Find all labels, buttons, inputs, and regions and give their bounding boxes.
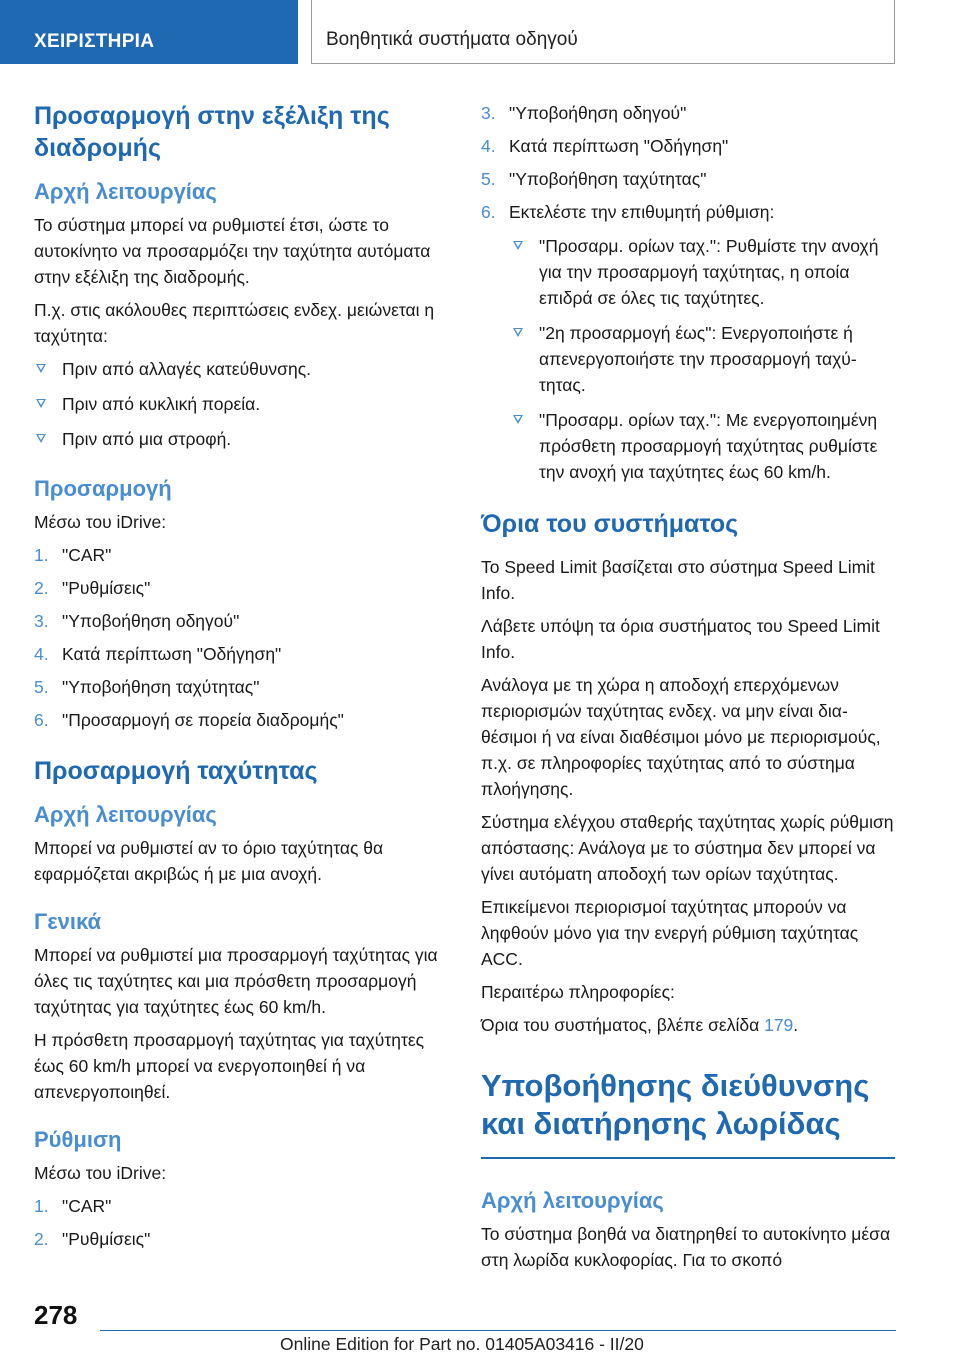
left-column [34,100,448,1260]
paragraph: Μπορεί να ρυθμιστεί μια προσαρμογή ταχύτητας για όλες τις ταχύτητες και μια πρόσθετη προσαρμογή ταχύτητας για ταχύτητες έως 60 km/h. [34,945,438,1017]
list-item: 6. "Προσαρμογή σε πορεία διαδρομής" [34,710,344,730]
list-item: 5. "Υποβοήθηση ταχύτητας" [34,677,260,697]
heading-rule [481,1157,895,1159]
page-number: 278 [34,1300,78,1330]
heading-system-limits: Όρια του συστήματος [481,510,739,538]
section-tab [0,0,298,64]
list-item: 3. "Υποβοήθηση οδηγού" [481,103,687,123]
paragraph: Λάβετε υπόψη τα όρια συστήματος του Speed Limit Info. [481,616,880,662]
heading-route-adaptation: Προσαρμογή στην εξέλιξη της διαδρομής [34,102,390,162]
paragraph: Π.χ. στις ακόλουθες περιπτώσεις ενδεχ. μειώνεται η ταχύτητα: [34,300,435,346]
list-item: "2η προσαρμογή έως": Ενεργοποιήστε ή απενεργοποιήστε την προσαρμογή ταχύτητας. [481,320,895,398]
list-item: 4. Κατά περίπτωση "Οδήγηση" [34,644,282,664]
list-item: 2. "Ρυθμίσεις" [34,578,151,598]
right-column [481,100,895,1280]
subheading-principle: Αρχή λειτουργίας [481,1188,664,1213]
heading-speed-adaptation: Προσαρμογή ταχύτητας [34,757,318,785]
numbered-list [34,542,448,733]
triangle-bullet-icon [36,399,46,408]
numbered-list [34,1193,448,1252]
list-item: 3. "Υποβοήθηση οδηγού" [34,611,240,631]
section-title: ΧΕΙΡΙΣΤΗΡΙΑ [34,31,155,52]
triangle-bullet-icon [513,241,523,250]
paragraph: Ανάλογα με τη χώρα η αποδοχή επερχόμενων περιορισμών ταχύτητας ενδεχ. να μην είναι διαθέσιμοι ή να είναι διαθέσιμοι μόνο με περιορισμούς, π.χ. σε πληροφορίες ταχύτητας από το σύστημα πλοήγησης. [481,675,881,799]
triangle-bullet-icon [36,364,46,373]
paragraph: Περαιτέρω πληροφορίες: [481,982,675,1002]
chapter-header [311,0,895,64]
chapter-title: Βοηθητικά συστήματα οδηγού [326,29,578,50]
heading-lane-assist: Υποβοήθησης διεύθυνσης και διατήρησης λωρίδας [481,1068,870,1141]
footer-rule [100,1330,896,1331]
list-item: Πριν από μια στροφή. [34,426,448,452]
subheading-principle: Αρχή λειτουργίας [34,179,217,204]
paragraph-page-reference: Όρια του συστήματος, βλέπε σελίδα 179. [481,1015,799,1035]
list-item: Πριν από κυκλική πορεία. [34,391,448,417]
paragraph: Επικείμενοι περιορισμοί ταχύτητας μπορούν να ληφθούν μόνο για την ενεργή ρύθμιση ταχύτητας ACC. [481,897,859,969]
paragraph: Μπορεί να ρυθμιστεί αν το όριο ταχύτητας θα εφαρμόζεται ακριβώς ή με μια ανοχή. [34,838,384,884]
sub-bullet-list [481,233,895,485]
list-item: 4. Κατά περίπτωση "Οδήγηση" [481,136,729,156]
paragraph: Η πρόσθετη προσαρμογή ταχύτητας για ταχύτητες έως 60 km/h μπορεί να ενεργοποιηθεί ή να απενεργοποιηθεί. [34,1030,425,1102]
triangle-bullet-icon [513,415,523,424]
list-item: 2. "Ρυθμίσεις" [34,1229,151,1249]
list-item: 5. "Υποβοήθηση ταχύτητας" [481,169,707,189]
paragraph: Το σύστημα βοηθά να διατηρηθεί το αυτοκίνητο μέσα στη λωρίδα κυκλοφορίας. Για το σκοπό [481,1224,891,1270]
triangle-bullet-icon [36,434,46,443]
paragraph: Μέσω του iDrive: [34,1163,167,1183]
subheading-general: Γενικά [34,909,102,934]
list-item: 1. "CAR" [34,1196,112,1216]
paragraph: Μέσω του iDrive: [34,512,167,532]
triangle-bullet-icon [513,328,523,337]
paragraph: Το Speed Limit βασίζεται στο σύστημα Speed Limit Info. [481,557,875,603]
footer-edition: Online Edition for Part no. 01405A03416 - II/20 [280,1334,644,1354]
list-item: Πριν από αλλαγές κατεύθυνσης. [34,356,448,382]
subheading-setting: Ρύθμιση [34,1127,122,1152]
list-item: "Προσαρμ. ορίων ταχ.": Ρυθμίστε την ανοχή για την προσαρμογή ταχύτητας, η οποία επιδρά σε όλες τις ταχύτητες. [481,233,895,311]
bullet-list [34,356,448,452]
page-link[interactable]: 179 [764,1015,794,1035]
paragraph: Σύστημα ελέγχου σταθερής ταχύτητας χωρίς ρύθμιση απόστασης: Ανάλογα με το σύστημα δεν μπορεί να γίνει αυτόματη αποδοχή των ορίων ταχύτητας. [481,812,894,884]
list-item: 1. "CAR" [34,545,112,565]
subheading-adaptation: Προσαρμογή [34,476,172,501]
subheading-principle: Αρχή λειτουργίας [34,802,217,827]
paragraph: Το σύστημα μπορεί να ρυθμιστεί έτσι, ώστε το αυτοκίνητο να προσαρμόζει την ταχύτητα αυτόματα στην εξέλιξη της διαδρομής. [34,215,431,287]
numbered-list [481,100,895,225]
list-item: "Προσαρμ. ορίων ταχ.": Με ενεργοποιημένη πρόσθετη προσαρμογή ταχύτητας ρυθμίστε την ανοχή για ταχύτητες έως 60 km/h. [481,407,895,485]
list-item: 6. Εκτελέστε την επιθυμητή ρύθμιση: [481,202,775,222]
